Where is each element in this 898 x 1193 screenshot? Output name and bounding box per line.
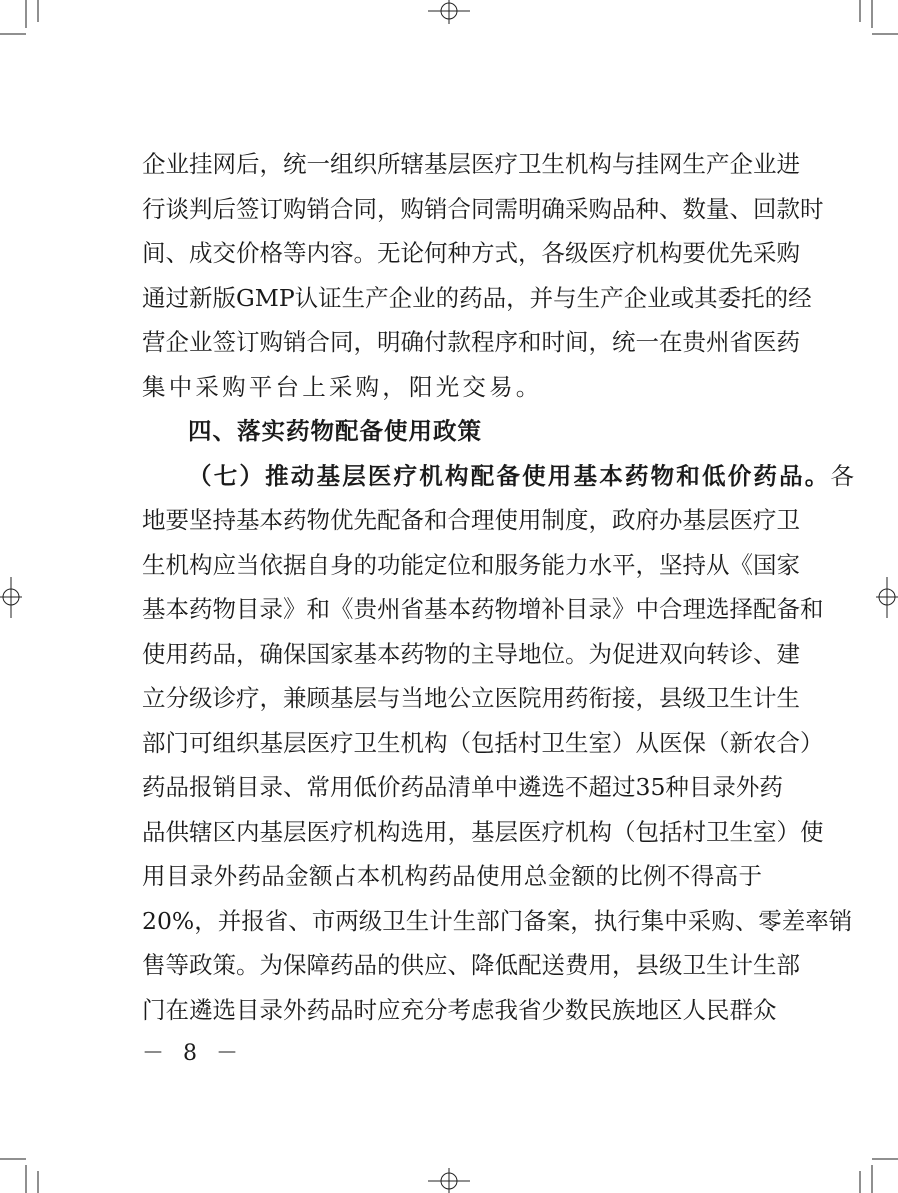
body-line: 售等政策。为保障药品的供应、降低配送费用，县级卫生计生部 [142, 951, 800, 979]
body-line: 企业挂网后，统一组织所辖基层医疗卫生机构与挂网生产企业进 [142, 150, 800, 178]
body-line: 门在遴选目录外药品时应充分考虑我省少数民族地区人民群众 [142, 995, 777, 1024]
page-number: － 8 － [142, 1041, 244, 1066]
body-line: 立分级诊疗，兼顾基层与当地公立医院用药衔接，县级卫生计生 [142, 684, 800, 712]
section-heading: 四、落实药物配备使用政策 [188, 417, 482, 445]
body-line: 20%，并报省、市两级卫生计生部门备案，执行集中采购、零差率销 [142, 906, 853, 935]
body-line: 营企业签订购销合同，明确付款程序和时间，统一在贵州省医药 [142, 328, 800, 356]
body-line: 行谈判后签订购销合同，购销合同需明确采购品种、数量、回款时 [142, 194, 824, 223]
body-line: 药品报销目录、常用低价药品清单中遴选不超过35种目录外药 [142, 773, 783, 801]
body-line: 集中采购平台上采购，阳光交易。 [142, 372, 543, 401]
body-line: 品供辖区内基层医疗机构选用，基层医疗机构（包括村卫生室）使 [142, 817, 824, 846]
body-line: 基本药物目录》和《贵州省基本药物增补目录》中合理选择配备和 [142, 595, 824, 623]
subsection-first-line-tail: 各 [830, 461, 854, 490]
subsection-title: （七）推动基层医疗机构配备使用基本药物和低价药品。 [188, 461, 831, 490]
body-line: 用目录外药品金额占本机构药品使用总金额的比例不得高于 [142, 862, 762, 890]
body-line: 部门可组织基层医疗卫生机构（包括村卫生室）从医保（新农合） [142, 728, 824, 757]
body-line: 使用药品，确保国家基本药物的主导地位。为促进双向转诊、建 [142, 639, 800, 668]
subsection-first-line [188, 461, 854, 491]
body-line: 地要坚持基本药物优先配备和合理使用制度，政府办基层医疗卫 [142, 506, 800, 534]
body-line: 间、成交价格等内容。无论何种方式，各级医疗机构要优先采购 [142, 239, 800, 267]
body-line: 通过新版GMP认证生产企业的药品，并与生产企业或其委托的经 [142, 283, 812, 312]
body-line: 生机构应当依据自身的功能定位和服务能力水平，坚持从《国家 [142, 550, 800, 579]
